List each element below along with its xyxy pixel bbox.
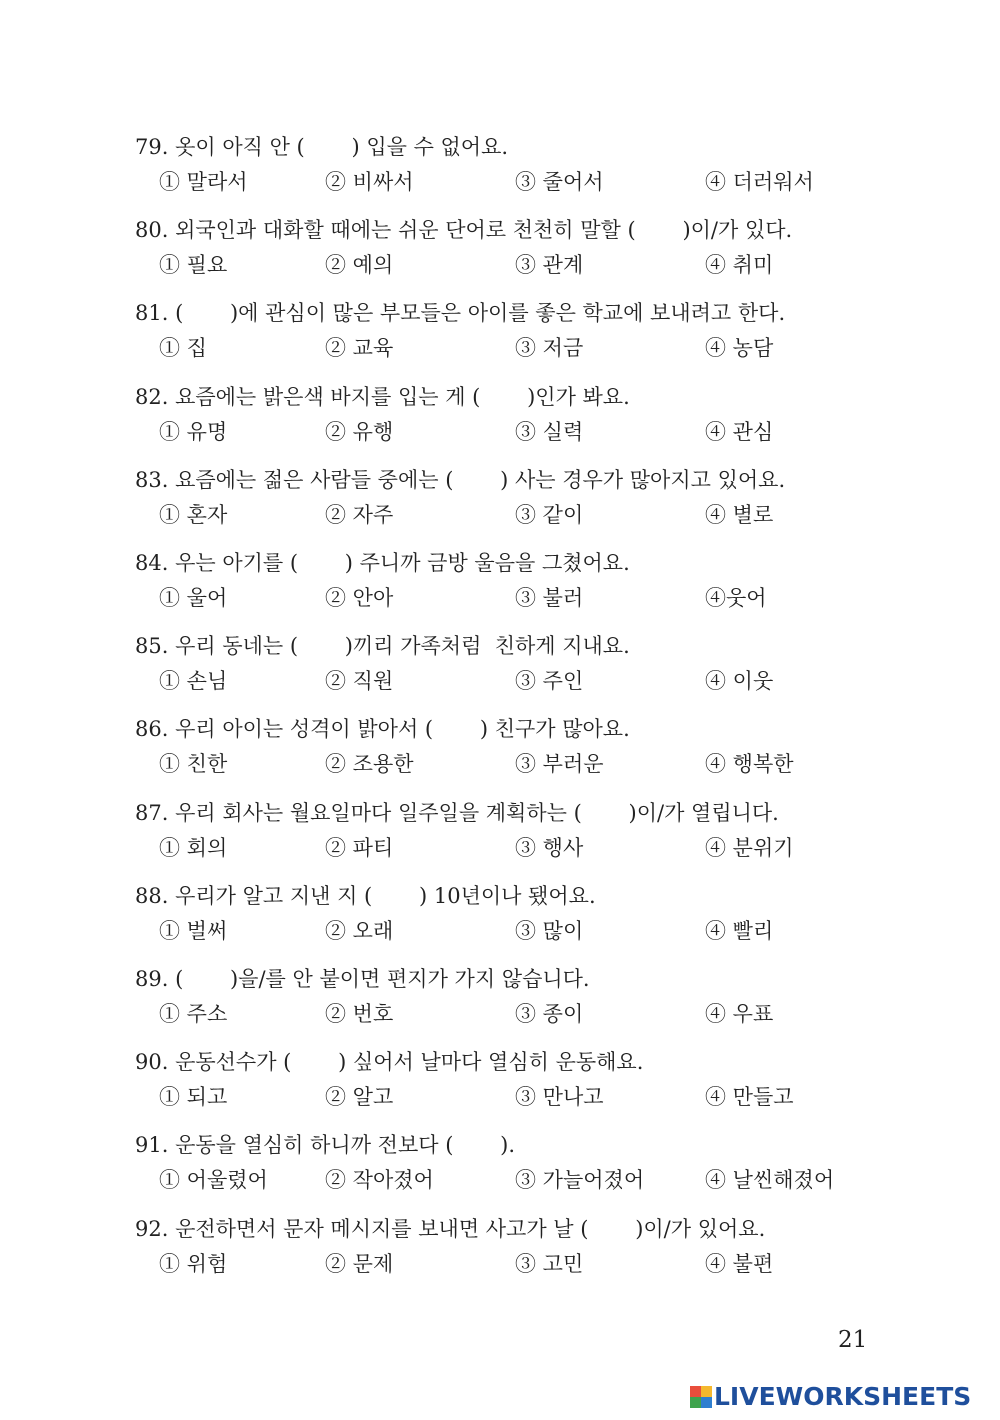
answer-option[interactable]: ① 어울렸어 bbox=[159, 1168, 268, 1193]
answer-option[interactable]: ③ 줄어서 bbox=[515, 170, 604, 194]
question-item bbox=[135, 1214, 935, 1279]
answer-option[interactable]: ① 되고 bbox=[159, 1085, 228, 1110]
answer-options bbox=[135, 916, 935, 946]
question-stem: 89. ( )을/를 안 붙이면 편지가 가지 않습니다. bbox=[135, 967, 590, 991]
answer-option[interactable]: ④ 우표 bbox=[705, 1002, 774, 1026]
answer-options bbox=[135, 666, 935, 696]
question-item bbox=[135, 631, 935, 696]
question-item bbox=[135, 382, 935, 447]
answer-option[interactable]: ④ 만들고 bbox=[705, 1085, 794, 1110]
answer-option[interactable]: ② 오래 bbox=[325, 918, 394, 943]
question-item bbox=[135, 1130, 935, 1195]
answer-option[interactable]: ① 필요 bbox=[159, 253, 228, 278]
answer-option[interactable]: ③ 만나고 bbox=[515, 1085, 604, 1110]
page-number: 21 bbox=[838, 1327, 868, 1353]
answer-option[interactable]: ④ 빨리 bbox=[705, 918, 774, 943]
question-item bbox=[135, 714, 935, 779]
question-stem: 86. 우리 아이는 성격이 밝아서 ( ) 친구가 많아요. bbox=[135, 717, 630, 742]
question-item bbox=[135, 215, 935, 280]
question-stem: 79. 옷이 아직 안 ( ) 입을 수 없어요. bbox=[135, 135, 509, 159]
question-stem: 81. ( )에 관심이 많은 부모들은 아이를 좋은 학교에 보내려고 한다. bbox=[135, 301, 786, 326]
answer-option[interactable]: ④ 별로 bbox=[705, 502, 774, 527]
answer-option[interactable]: ② 유행 bbox=[325, 419, 394, 444]
question-stem: 92. 운전하면서 문자 메시지를 보내면 사고가 날 ( )이/가 있어요. bbox=[135, 1216, 766, 1241]
answer-option[interactable]: ② 조용한 bbox=[325, 752, 414, 777]
question-stem: 87. 우리 회사는 월요일마다 일주일을 계획하는 ( )이/가 열립니다. bbox=[135, 800, 779, 825]
answer-option[interactable]: ② 알고 bbox=[325, 1085, 394, 1110]
question-stem: 91. 운동을 열심히 하니까 전보다 ( ). bbox=[135, 1133, 515, 1158]
logo-text: LIVEWORKSHEETS bbox=[714, 1382, 972, 1411]
answer-option[interactable]: ③ 주인 bbox=[515, 669, 584, 694]
answer-option[interactable]: ③ 같이 bbox=[515, 502, 584, 527]
answer-option[interactable]: ④ 관심 bbox=[705, 419, 774, 444]
logo-mark-icon bbox=[690, 1386, 712, 1408]
answer-options bbox=[135, 1249, 935, 1279]
question-item bbox=[135, 1047, 935, 1112]
answer-option[interactable]: ④ 이웃 bbox=[705, 669, 774, 694]
answer-option[interactable]: ④ 더러워서 bbox=[705, 170, 814, 194]
answer-option[interactable]: ② 문제 bbox=[325, 1251, 394, 1276]
answer-options bbox=[135, 500, 935, 530]
answer-option[interactable]: ④ 취미 bbox=[705, 253, 774, 278]
answer-option[interactable]: ① 회의 bbox=[159, 835, 228, 860]
answer-option[interactable]: ④ 행복한 bbox=[705, 752, 794, 777]
question-stem: 82. 요즘에는 밝은색 바지를 입는 게 ( )인가 봐요. bbox=[135, 384, 630, 409]
answer-option[interactable]: ① 울어 bbox=[159, 586, 228, 610]
answer-option[interactable]: ③ 실력 bbox=[515, 419, 584, 444]
answer-option[interactable]: ④ 분위기 bbox=[705, 835, 794, 860]
question-item bbox=[135, 298, 935, 363]
answer-options bbox=[135, 1165, 935, 1195]
question-stem: 83. 요즘에는 젊은 사람들 중에는 ( ) 사는 경우가 많아지고 있어요. bbox=[135, 467, 786, 492]
answer-option[interactable]: ② 직원 bbox=[325, 669, 394, 694]
question-item bbox=[135, 964, 935, 1029]
answer-option[interactable]: ③ 관계 bbox=[515, 253, 584, 278]
answer-option[interactable]: ② 안아 bbox=[325, 586, 394, 610]
answer-option[interactable]: ① 친한 bbox=[159, 752, 228, 777]
question-item bbox=[135, 132, 935, 197]
answer-option[interactable]: ① 유명 bbox=[159, 419, 228, 444]
question-item bbox=[135, 465, 935, 530]
answer-options bbox=[135, 999, 935, 1029]
answer-options bbox=[135, 583, 935, 613]
answer-option[interactable]: ③ 불러 bbox=[515, 586, 584, 610]
liveworksheets-logo bbox=[690, 1383, 971, 1411]
answer-option[interactable]: ③ 저금 bbox=[515, 336, 584, 361]
answer-option[interactable]: ① 집 bbox=[159, 336, 207, 361]
answer-option[interactable]: ③ 종이 bbox=[515, 1002, 584, 1026]
answer-option[interactable]: ① 위험 bbox=[159, 1251, 228, 1276]
question-stem: 80. 외국인과 대화할 때에는 쉬운 단어로 천천히 말할 ( )이/가 있다. bbox=[135, 218, 793, 243]
answer-option[interactable]: ④웃어 bbox=[705, 586, 767, 610]
answer-option[interactable]: ③ 고민 bbox=[515, 1251, 584, 1276]
answer-option[interactable]: ② 교육 bbox=[325, 336, 394, 361]
question-stem: 90. 운동선수가 ( ) 싶어서 날마다 열심히 운동해요. bbox=[135, 1050, 644, 1075]
answer-option[interactable]: ① 혼자 bbox=[159, 502, 228, 527]
answer-options bbox=[135, 749, 935, 779]
answer-options bbox=[135, 417, 935, 447]
answer-option[interactable]: ① 손님 bbox=[159, 669, 228, 694]
answer-option[interactable]: ① 말라서 bbox=[159, 170, 248, 194]
answer-option[interactable]: ① 주소 bbox=[159, 1002, 228, 1026]
answer-option[interactable]: ④ 날씬해졌어 bbox=[705, 1168, 835, 1193]
answer-options bbox=[135, 250, 935, 280]
question-item bbox=[135, 881, 935, 946]
answer-option[interactable]: ③ 가늘어졌어 bbox=[515, 1168, 645, 1193]
answer-option[interactable]: ③ 행사 bbox=[515, 835, 584, 860]
answer-option[interactable]: ② 비싸서 bbox=[325, 170, 414, 194]
answer-option[interactable]: ④ 농담 bbox=[705, 336, 774, 361]
question-stem: 88. 우리가 알고 지낸 지 ( ) 10년이나 됐어요. bbox=[135, 883, 596, 908]
answer-options bbox=[135, 1082, 935, 1112]
answer-option[interactable]: ② 자주 bbox=[325, 502, 394, 527]
question-stem: 84. 우는 아기를 ( ) 주니까 금방 울음을 그쳤어요. bbox=[135, 551, 630, 575]
answer-options bbox=[135, 833, 935, 863]
answer-options bbox=[135, 333, 935, 363]
question-item bbox=[135, 798, 935, 863]
answer-option[interactable]: ② 번호 bbox=[325, 1002, 394, 1026]
answer-option[interactable]: ② 파티 bbox=[325, 835, 394, 860]
answer-options bbox=[135, 167, 935, 197]
question-item bbox=[135, 548, 935, 613]
answer-option[interactable]: ② 작아졌어 bbox=[325, 1168, 434, 1193]
answer-option[interactable]: ④ 불편 bbox=[705, 1251, 774, 1276]
answer-option[interactable]: ③ 부러운 bbox=[515, 752, 604, 777]
question-stem: 85. 우리 동네는 ( )끼리 가족처럼 친하게 지내요. bbox=[135, 634, 630, 659]
answer-option[interactable]: ① 벌써 bbox=[159, 918, 228, 943]
answer-option[interactable]: ② 예의 bbox=[325, 253, 394, 278]
answer-option[interactable]: ③ 많이 bbox=[515, 918, 584, 943]
